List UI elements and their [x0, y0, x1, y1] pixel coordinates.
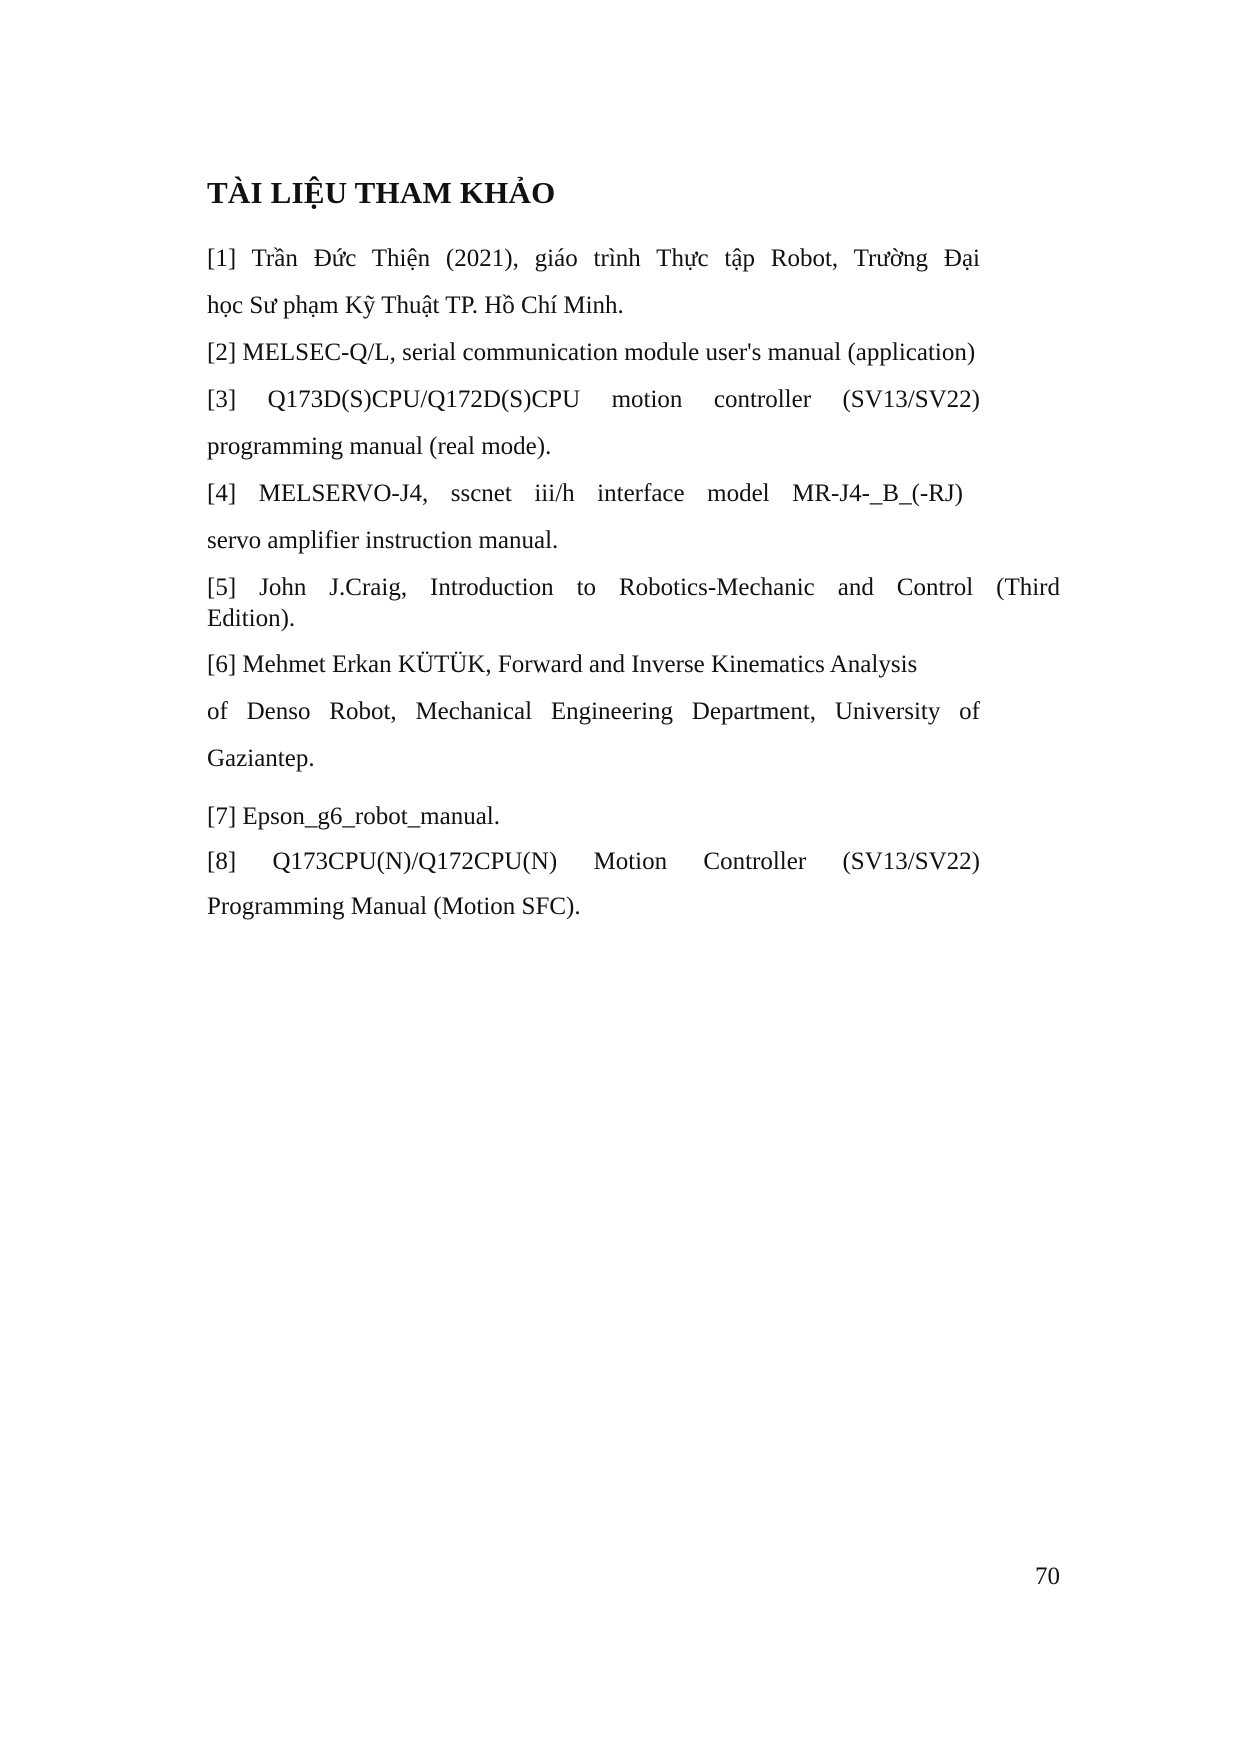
reference-4-line-1: [4] MELSERVO-J4, sscnet iii/h interface model MR-J4-_B_(-RJ) [207, 480, 963, 507]
reference-5-line-1: [5] John J.Craig, Introduction to Robotics-Mechanic and Control (Third [207, 574, 1060, 601]
reference-8-line-2: Programming Manual (Motion SFC). [207, 893, 581, 920]
reference-6-line-2: of Denso Robot, Mechanical Engineering Department, University of [207, 698, 980, 725]
page-number: 70 [1035, 1563, 1060, 1590]
reference-1-line-1: [1] Trần Đức Thiện (2021), giáo trình Thực tập Robot, Trường Đại [207, 245, 980, 272]
reference-2-line-1: [2] MELSEC-Q/L, serial communication module user's manual (application) [207, 339, 976, 366]
reference-1-line-2: học Sư phạm Kỹ Thuật TP. Hồ Chí Minh. [207, 292, 624, 319]
reference-6-line-3: Gaziantep. [207, 745, 315, 772]
reference-4-line-2: servo amplifier instruction manual. [207, 527, 559, 554]
reference-7-line-1: [7] Epson_g6_robot_manual. [207, 803, 501, 830]
reference-8-line-1: [8] Q173CPU(N)/Q172CPU(N) Motion Controller (SV13/SV22) [207, 848, 980, 875]
reference-6-line-1: [6] Mehmet Erkan KÜTÜK, Forward and Inverse Kinematics Analysis [207, 651, 918, 678]
reference-5-line-2: Edition). [207, 605, 296, 632]
page-title: TÀI LIỆU THAM KHẢO [207, 175, 556, 210]
reference-3-line-1: [3] Q173D(S)CPU/Q172D(S)CPU motion controller (SV13/SV22) [207, 386, 980, 413]
reference-3-line-2: programming manual (real mode). [207, 433, 552, 460]
